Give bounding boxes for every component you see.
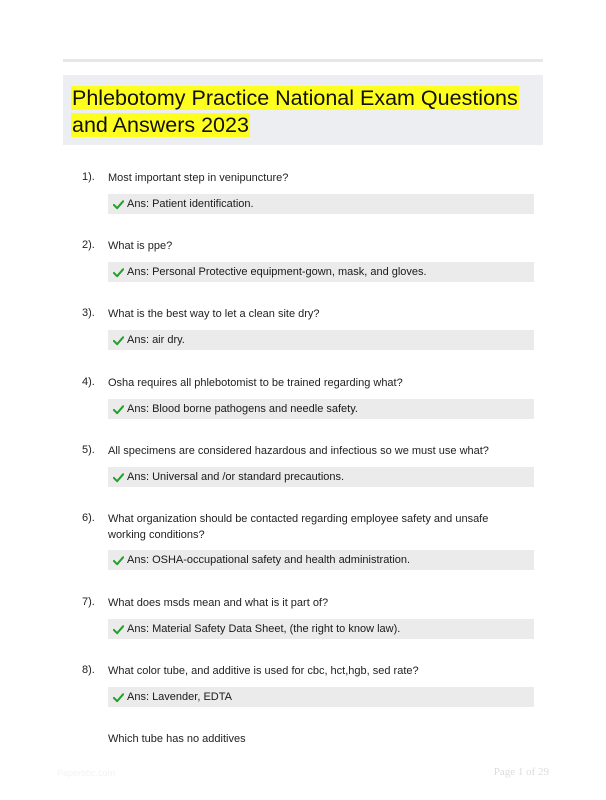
- top-divider: [63, 59, 543, 62]
- answer-text: Ans: Material Safety Data Sheet, (the right to know law).: [127, 623, 401, 635]
- question-text: What does msds mean and what is it part of?: [108, 597, 329, 609]
- answer-text: Ans: Blood borne pathogens and needle safety.: [127, 403, 358, 415]
- answer-text: Ans: Universal and /or standard precautions.: [127, 471, 345, 483]
- check-icon: [113, 692, 124, 703]
- answer-box: [108, 619, 534, 639]
- check-icon: [113, 404, 124, 415]
- question-number: 5).: [82, 444, 95, 456]
- title-banner: [63, 75, 543, 145]
- answer-text: Ans: OSHA-occupational safety and health administration.: [127, 554, 411, 566]
- question-text: What is ppe?: [108, 240, 173, 252]
- answer-box: [108, 687, 534, 707]
- answer-text: Ans: Patient identification.: [127, 198, 254, 210]
- check-icon: [113, 335, 124, 346]
- check-icon: [113, 267, 124, 278]
- question-text: All specimens are considered hazardous and infectious so we must use what?: [108, 445, 489, 457]
- question-number: 1).: [82, 171, 95, 183]
- question-number: 6).: [82, 512, 95, 524]
- document-title: Phlebotomy Practice National Exam Questions and Answers 2023: [72, 86, 518, 137]
- question-number: 7).: [82, 596, 95, 608]
- question-number: 4).: [82, 376, 95, 388]
- check-icon: [113, 199, 124, 210]
- answer-text: Ans: Lavender, EDTA: [127, 691, 232, 703]
- answer-box: [108, 467, 534, 487]
- check-icon: [113, 472, 124, 483]
- question-number: 3).: [82, 307, 95, 319]
- question-text: Most important step in venipuncture?: [108, 172, 289, 184]
- answer-text: Ans: Personal Protective equipment-gown, mask, and gloves.: [127, 266, 427, 278]
- question-text: What organization should be contacted regarding employee safety and unsafe working conditions?: [108, 513, 489, 541]
- check-icon: [113, 624, 124, 635]
- page-number-label: Page 1 of 29: [493, 766, 549, 778]
- answer-text: Ans: air dry.: [127, 334, 185, 346]
- footer-site-watermark: Paperbbc.com: [57, 768, 116, 778]
- answer-box: [108, 399, 534, 419]
- question-number: 8).: [82, 664, 95, 676]
- answer-box: [108, 330, 534, 350]
- question-text: What is the best way to let a clean site dry?: [108, 308, 320, 320]
- question-text: Osha requires all phlebotomist to be trained regarding what?: [108, 377, 403, 389]
- answer-box: [108, 550, 534, 570]
- trailing-question-text: Which tube has no additives: [108, 733, 246, 745]
- check-icon: [113, 555, 124, 566]
- question-number: 2).: [82, 239, 95, 251]
- answer-box: [108, 262, 534, 282]
- answer-box: [108, 194, 534, 214]
- question-text: What color tube, and additive is used for cbc, hct,hgb, sed rate?: [108, 665, 419, 677]
